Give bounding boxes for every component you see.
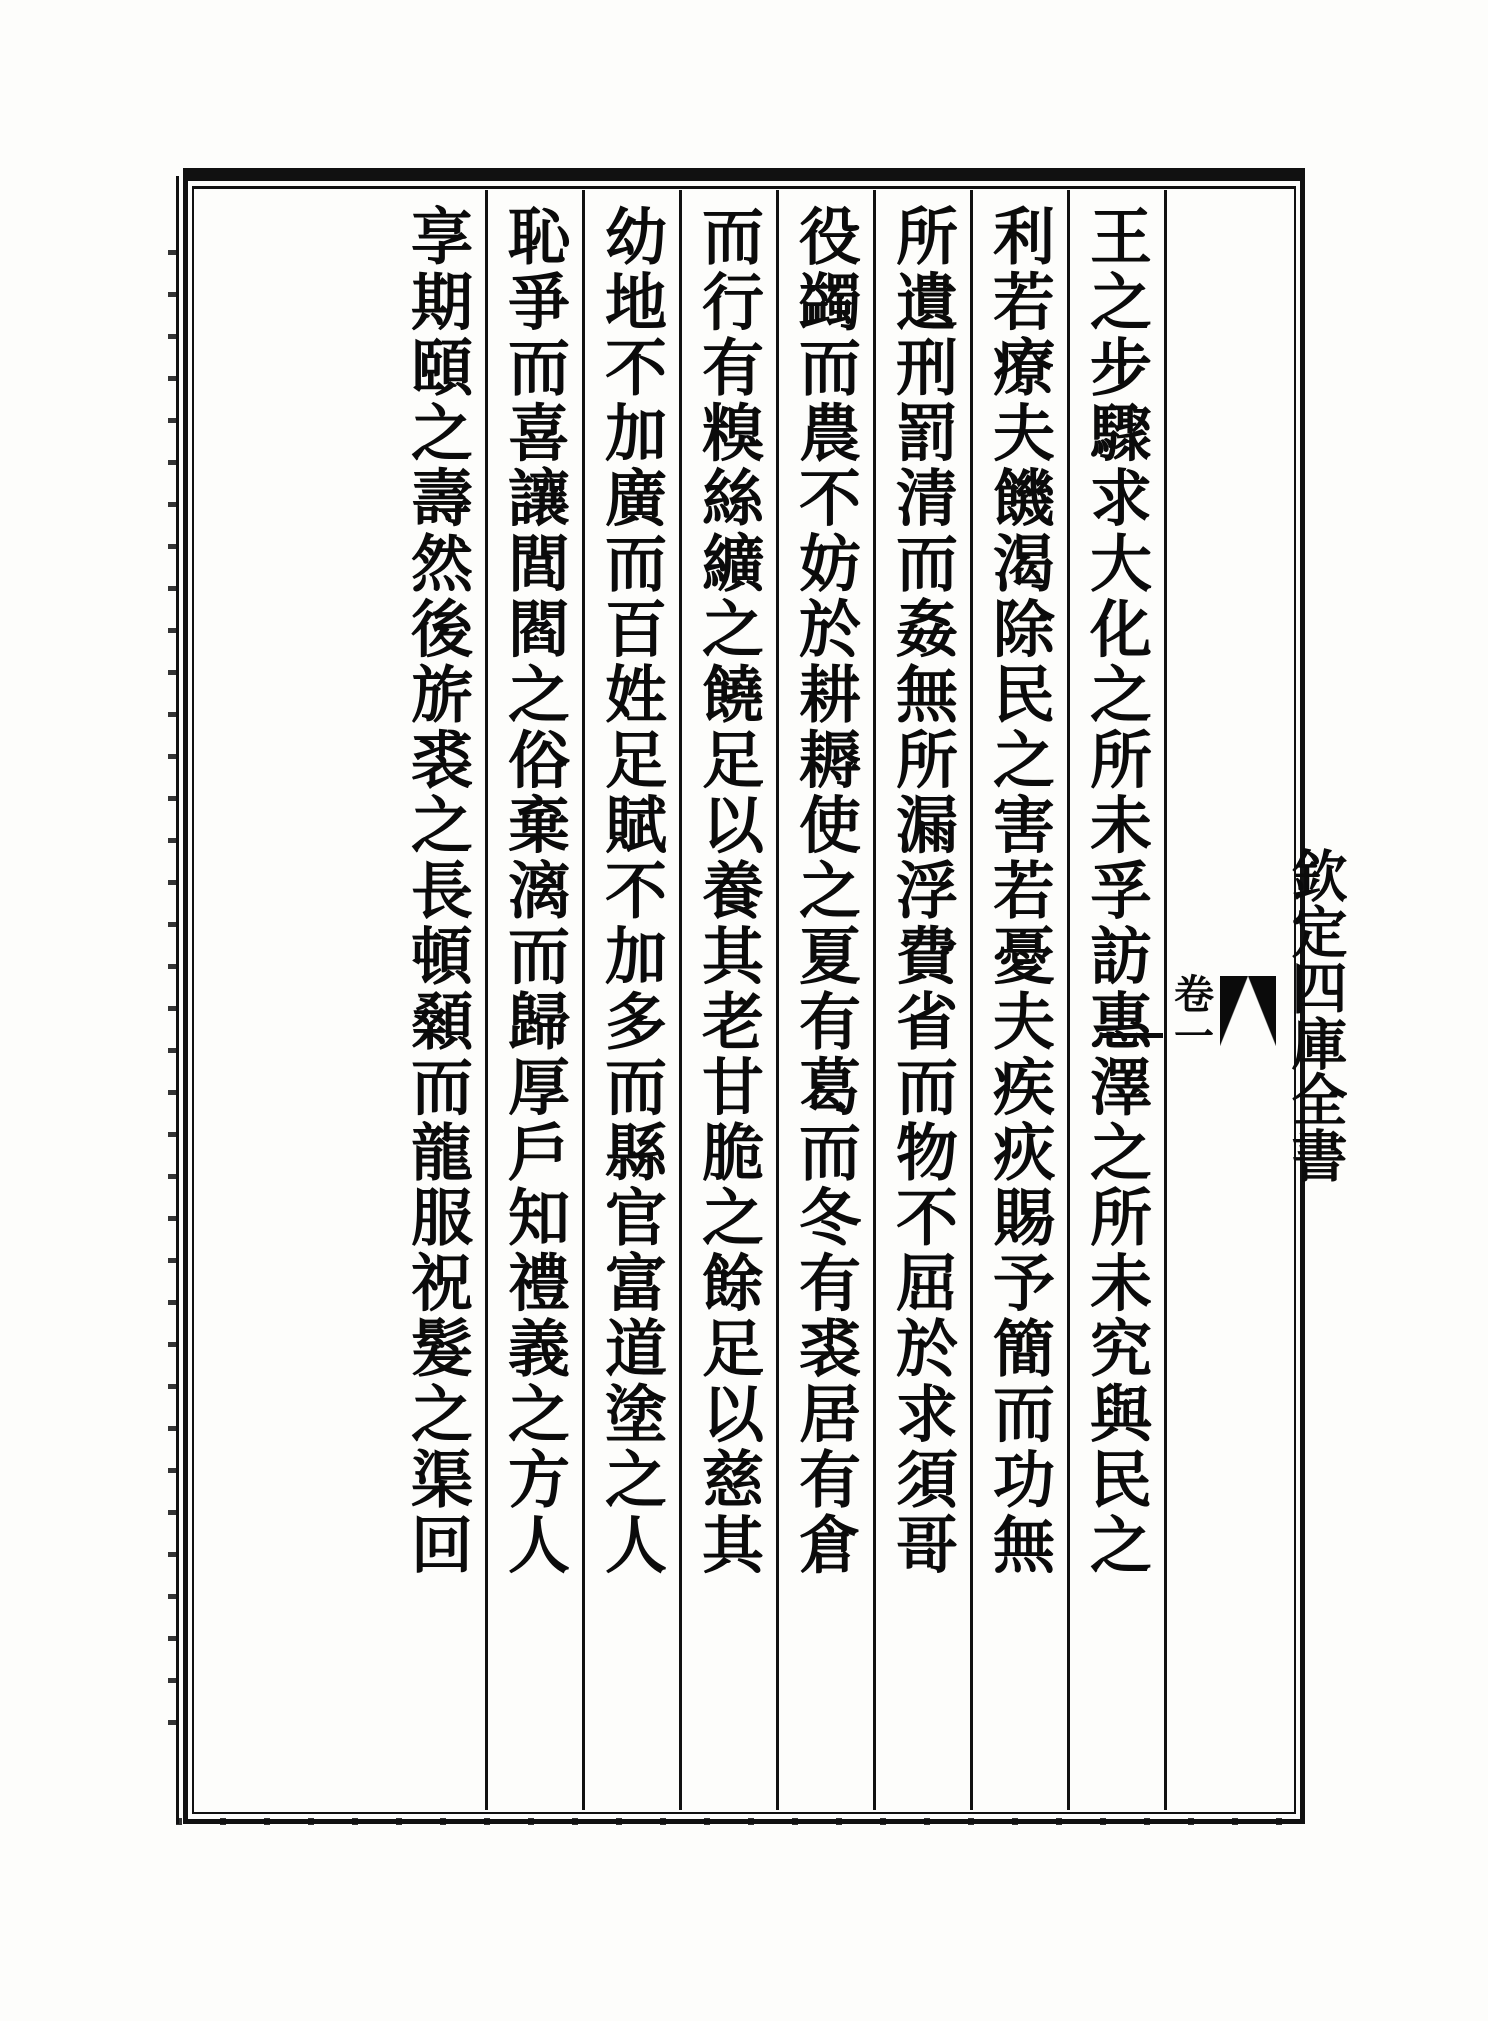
text-column-2 bbox=[970, 190, 1067, 1810]
registration-marks-bottom bbox=[176, 1818, 1296, 1825]
book-title: 欽定四庫全書 bbox=[1282, 847, 1349, 1183]
text-column-1 bbox=[1067, 190, 1164, 1810]
text-column-8 bbox=[388, 190, 485, 1810]
volume-mark: 卷一 bbox=[1167, 973, 1215, 1057]
column-header bbox=[1164, 190, 1349, 1810]
text-column-6 bbox=[582, 190, 679, 1810]
text-columns bbox=[196, 190, 1349, 1810]
column-text: 恥爭而喜讓閭閻之俗棄漓而歸厚戶知禮義之方人 bbox=[497, 204, 571, 1578]
text-column-3 bbox=[873, 190, 970, 1810]
fishtail-ornament-icon bbox=[1220, 976, 1276, 1046]
column-text: 享期頤之壽然後旂裘之長頓顙而龍服祝髮之渠回 bbox=[400, 204, 474, 1578]
column-text: 所遺刑罰清而姦無所漏浮費省而物不屈於求須哥 bbox=[885, 204, 959, 1578]
column-text: 利若療夫饑渴除民之害若憂夫疾疢賜予簡而功無 bbox=[982, 204, 1056, 1578]
registration-marks-left bbox=[168, 250, 176, 1730]
column-text: 而行有糗絲纊之饒足以養其老甘脆之餘足以慈其 bbox=[691, 204, 765, 1578]
text-column-7 bbox=[485, 190, 582, 1810]
column-text: 幼地不加廣而百姓足賦不加多而縣官富道塗之人 bbox=[594, 204, 668, 1578]
column-text: 王之步驟求大化之所未孚訪惠澤之所未究與民之 bbox=[1079, 204, 1153, 1578]
block-left-rule bbox=[176, 176, 179, 1824]
column-text: 役蠲而農不妨於耕耨使之夏有葛而冬有裘居有倉 bbox=[788, 204, 862, 1578]
text-column-5 bbox=[679, 190, 776, 1810]
text-column-4 bbox=[776, 190, 873, 1810]
